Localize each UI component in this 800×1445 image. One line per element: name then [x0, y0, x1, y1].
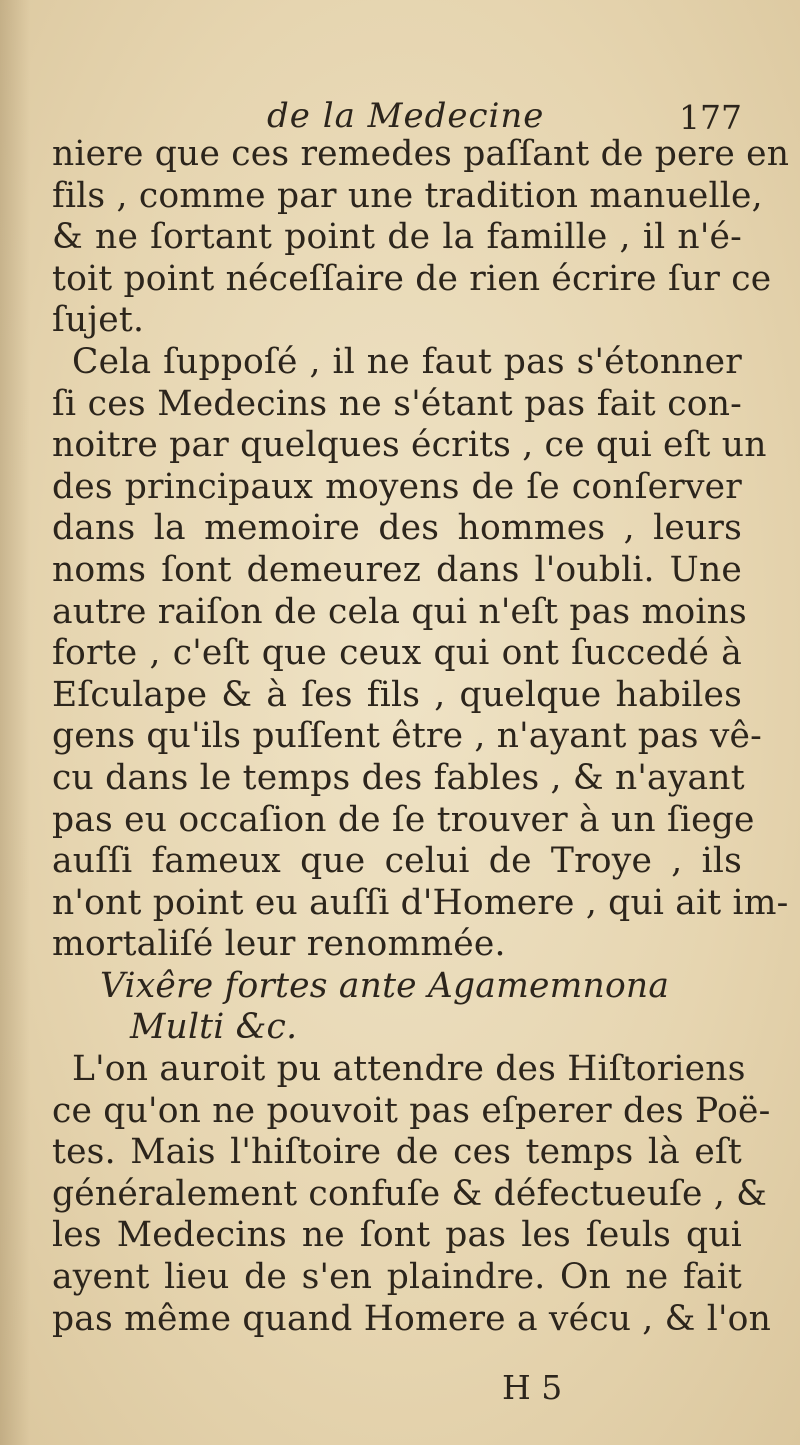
page-gutter-shadow: [0, 0, 30, 1445]
text-line: pas même quand Homere a vécu , & l'on: [52, 1298, 772, 1339]
text-line: fils , comme par une tradition manuelle,: [52, 175, 763, 216]
text-line: dans la memoire des hommes , leurs: [52, 508, 742, 549]
latin-quote-line: Vixêre fortes ante Agamemnona: [100, 965, 670, 1006]
text-line: pas eu occaſion de ſe trouver à un ſiege: [52, 799, 755, 840]
text-line: autre raiſon de cela qui n'eſt pas moins: [52, 591, 747, 632]
running-title: de la Medecine: [267, 96, 545, 136]
latin-quote-line: Multi &c.: [130, 1007, 298, 1048]
text-line: mortaliſé leur renommée.: [52, 924, 506, 965]
page-number: 177: [679, 98, 742, 137]
text-line: cu dans le temps des fables , & n'ayant: [52, 757, 745, 798]
page-header: [52, 92, 742, 138]
text-line: des principaux moyens de ſe conſerver: [52, 466, 742, 507]
text-line: noitre par quelques écrits , ce qui eſt un: [52, 425, 767, 466]
text-line: ayent lieu de s'en plaindre. On ne fait: [52, 1257, 742, 1298]
text-line: auſſi fameux que celui de Troye , ils: [52, 841, 742, 882]
text-line: niere que ces remedes paſſant de pere en: [52, 134, 790, 174]
text-line: gens qu'ils puſſent être , n'ayant pas vê-: [52, 716, 762, 757]
text-line: ce qu'on ne pouvoit pas eſperer des Poë-: [52, 1090, 771, 1131]
page-footer: [0, 1368, 800, 1408]
text-line: Cela ſuppoſé , il ne faut pas s'étonner: [72, 341, 742, 382]
text-line: tes. Mais l'hiſtoire de ces temps là eſt: [52, 1132, 742, 1173]
text-line: Eſculape & à ſes fils , quelque habiles: [52, 674, 742, 715]
text-line: L'on auroit pu attendre des Hiſtoriens: [72, 1049, 746, 1090]
text-line: forte , c'eſt que ceux qui ont ſuccedé à: [52, 633, 742, 674]
text-line: n'ont point eu auſſi d'Homere , qui ait im-: [52, 882, 789, 923]
signature-mark: H 5: [502, 1368, 563, 1407]
text-line: ſi ces Medecins ne s'étant pas fait con-: [52, 383, 742, 424]
text-line: ſujet.: [52, 300, 145, 341]
text-line: & ne ſortant point de la famille , il n'é-: [52, 217, 742, 258]
body-text: [52, 134, 790, 1340]
text-line: noms ſont demeurez dans l'oubli. Une: [52, 549, 742, 590]
text-line: généralement confuſe & défectueuſe , &: [52, 1173, 768, 1214]
text-line: les Medecins ne ſont pas les ſeuls qui: [52, 1215, 742, 1256]
text-line: toit point néceſſaire de rien écrire ſur ce: [52, 258, 772, 299]
